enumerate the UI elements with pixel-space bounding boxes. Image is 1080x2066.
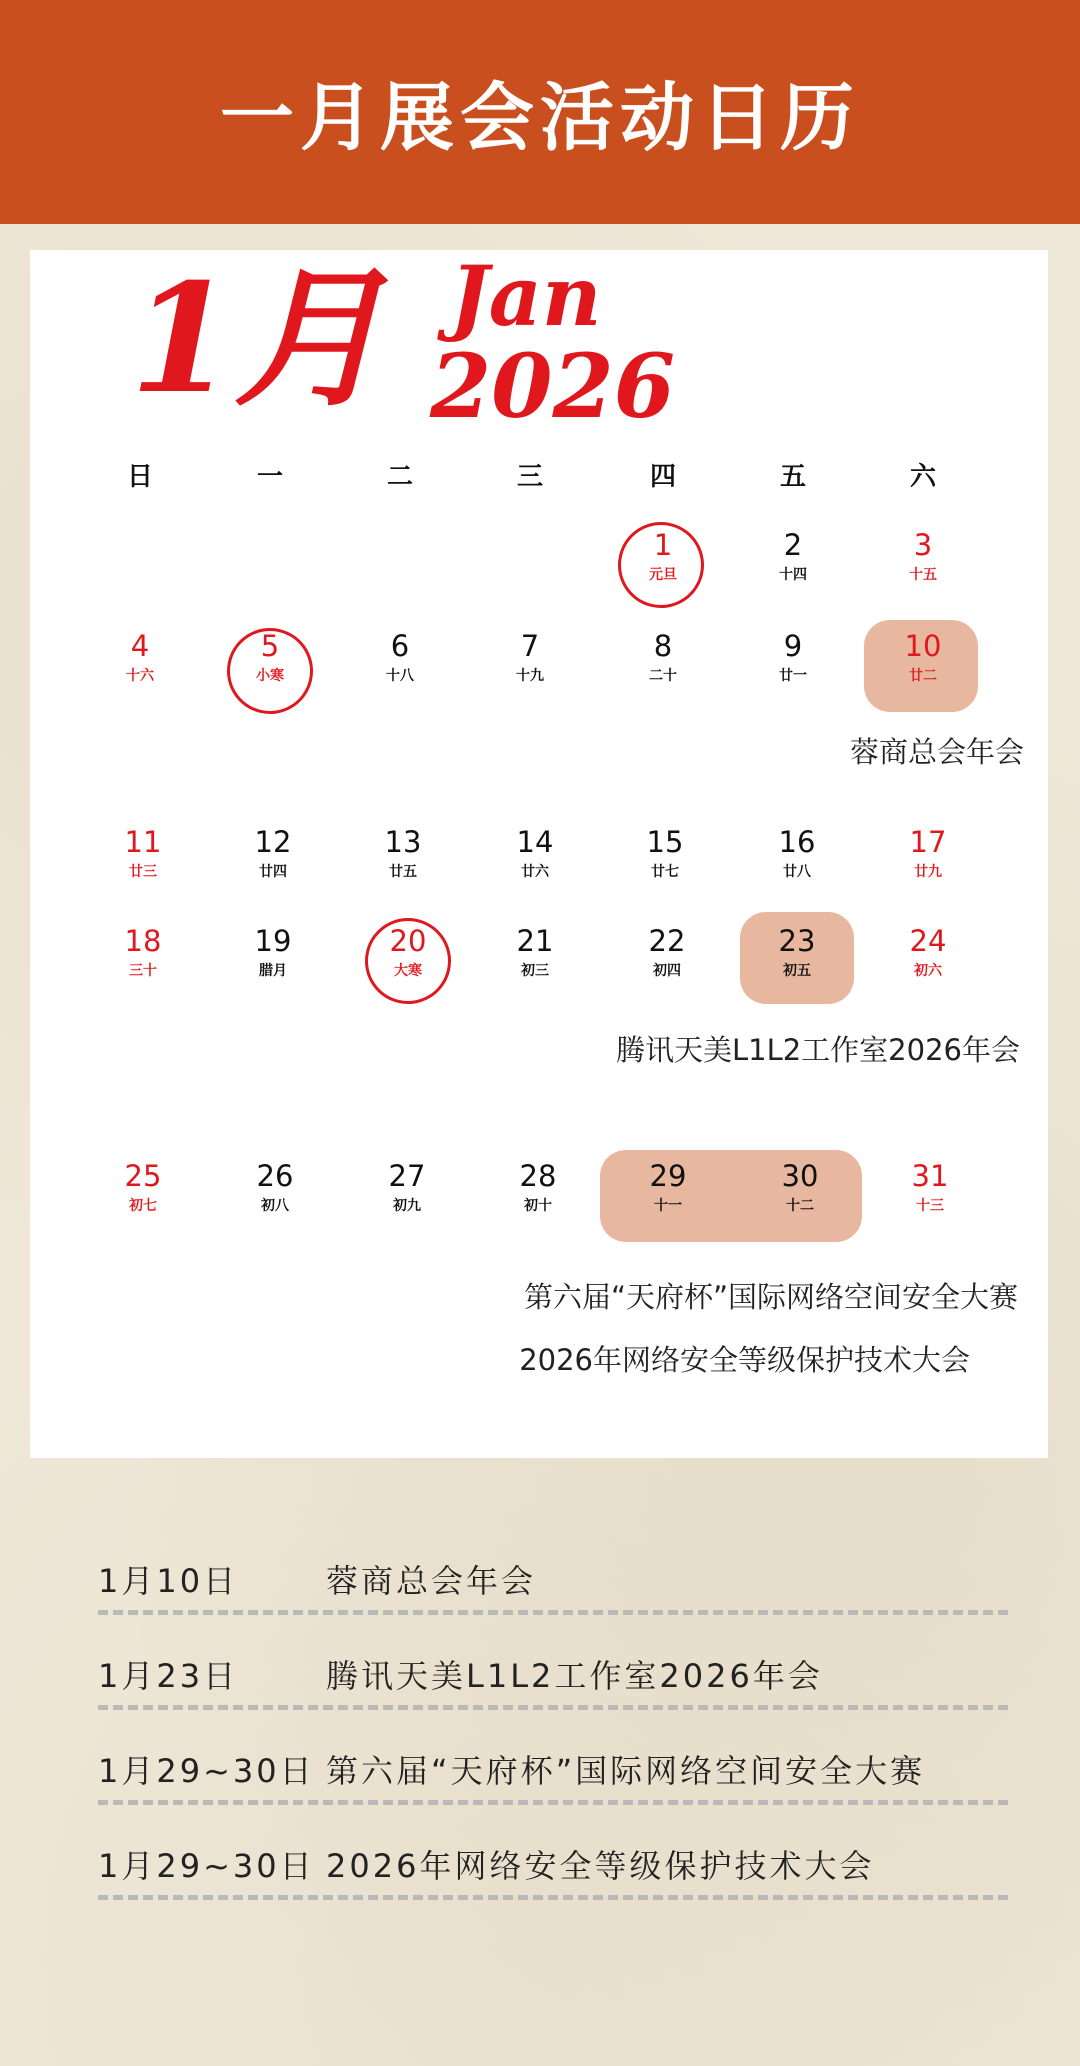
day-lunar: 十六 <box>126 668 154 684</box>
calendar-day[interactable] <box>223 923 323 983</box>
calendar-day[interactable] <box>350 628 450 688</box>
day-lunar: 元旦 <box>649 567 677 583</box>
day-number: 6 <box>390 629 410 663</box>
schedule-title: 蓉商总会年会 <box>326 1562 537 1600</box>
weekday-sat: 六 <box>909 462 936 492</box>
calendar-day[interactable] <box>743 628 843 688</box>
calendar-day[interactable] <box>223 824 323 884</box>
weekday-thu: 四 <box>649 462 676 492</box>
day-lunar: 腊月 <box>259 963 287 979</box>
day-lunar: 初十 <box>524 1198 552 1214</box>
day-number: 27 <box>388 1159 426 1193</box>
day-number: 4 <box>130 629 150 663</box>
day-number: 14 <box>516 825 554 859</box>
day-number: 21 <box>516 924 554 958</box>
day-lunar: 十九 <box>516 668 544 684</box>
day-number: 24 <box>909 924 947 958</box>
calendar-day[interactable] <box>750 1158 850 1218</box>
schedule-title: 2026年网络安全等级保护技术大会 <box>326 1847 875 1885</box>
calendar-day[interactable] <box>93 923 193 983</box>
day-number: 12 <box>254 825 292 859</box>
schedule-date: 1月29~30日 <box>98 1847 315 1885</box>
day-lunar: 廿九 <box>914 864 942 880</box>
year-label: 2026 <box>430 334 675 438</box>
calendar-day[interactable] <box>90 628 190 688</box>
weekday-mon: 一 <box>256 462 283 492</box>
day-lunar: 廿六 <box>521 864 549 880</box>
schedule-date: 1月29~30日 <box>98 1752 315 1790</box>
day-lunar: 初四 <box>653 963 681 979</box>
schedule-row <box>98 1835 1008 1900</box>
calendar-day[interactable] <box>358 923 458 983</box>
day-lunar: 十五 <box>909 567 937 583</box>
calendar-event-note: 第六届“天府杯”国际网络空间安全大赛 <box>523 1280 1018 1314</box>
day-lunar: 初九 <box>393 1198 421 1214</box>
day-lunar: 初六 <box>914 963 942 979</box>
day-lunar: 大寒 <box>394 963 422 979</box>
day-number: 28 <box>519 1159 557 1193</box>
day-number: 16 <box>778 825 816 859</box>
day-lunar: 初七 <box>129 1198 157 1214</box>
calendar-day[interactable] <box>743 527 843 587</box>
calendar-card <box>30 250 1048 1458</box>
day-lunar: 廿二 <box>909 668 937 684</box>
calendar-day[interactable] <box>480 628 580 688</box>
day-number: 31 <box>911 1159 949 1193</box>
calendar-day[interactable] <box>485 824 585 884</box>
day-lunar: 十三 <box>916 1198 944 1214</box>
header-banner <box>0 0 1080 224</box>
day-number: 17 <box>909 825 947 859</box>
page-title: 一月展会活动日历 <box>220 75 860 161</box>
day-number: 22 <box>648 924 686 958</box>
schedule-date: 1月23日 <box>98 1657 239 1695</box>
schedule-date: 1月10日 <box>98 1562 239 1600</box>
calendar-day[interactable] <box>225 1158 325 1218</box>
day-number: 20 <box>389 924 427 958</box>
calendar-event-note: 蓉商总会年会 <box>849 735 1024 769</box>
day-number: 26 <box>256 1159 294 1193</box>
weekday-fri: 五 <box>779 462 806 492</box>
day-number: 5 <box>260 629 280 663</box>
calendar-day[interactable] <box>873 628 973 688</box>
day-lunar: 十八 <box>386 668 414 684</box>
day-lunar: 小寒 <box>256 668 284 684</box>
day-lunar: 初三 <box>521 963 549 979</box>
day-number: 11 <box>124 825 162 859</box>
calendar-day[interactable] <box>220 628 320 688</box>
month-label: 1月 <box>130 251 385 427</box>
calendar-day[interactable] <box>485 923 585 983</box>
day-lunar: 三十 <box>129 963 157 979</box>
calendar-day[interactable] <box>93 824 193 884</box>
schedule-row <box>98 1740 1008 1805</box>
day-number: 25 <box>124 1159 162 1193</box>
weekday-tue: 二 <box>386 462 413 492</box>
weekday-sun: 日 <box>126 462 153 492</box>
day-lunar: 廿五 <box>389 864 417 880</box>
day-number: 15 <box>646 825 684 859</box>
day-number: 2 <box>783 528 803 562</box>
calendar-day[interactable] <box>93 1158 193 1218</box>
weekday-wed: 三 <box>516 462 543 492</box>
calendar-day[interactable] <box>615 824 715 884</box>
calendar-day[interactable] <box>618 1158 718 1218</box>
day-lunar: 十一 <box>654 1198 682 1214</box>
day-number: 1 <box>653 528 673 562</box>
schedule-row <box>98 1645 1008 1710</box>
day-lunar: 廿三 <box>129 864 157 880</box>
day-lunar: 廿一 <box>779 668 807 684</box>
day-lunar: 初五 <box>783 963 811 979</box>
day-lunar: 十四 <box>779 567 807 583</box>
calendar-event-note: 2026年网络安全等级保护技术大会 <box>519 1343 970 1377</box>
day-lunar: 廿七 <box>651 864 679 880</box>
day-number: 29 <box>649 1159 687 1193</box>
day-lunar: 廿四 <box>259 864 287 880</box>
schedule-title: 腾讯天美L1L2工作室2026年会 <box>326 1657 823 1695</box>
day-lunar: 十二 <box>786 1198 814 1214</box>
day-number: 19 <box>254 924 292 958</box>
calendar-day[interactable] <box>613 527 713 587</box>
day-number: 9 <box>783 629 803 663</box>
calendar-day[interactable] <box>613 628 713 688</box>
day-number: 18 <box>124 924 162 958</box>
day-lunar: 初八 <box>261 1198 289 1214</box>
day-number: 30 <box>781 1159 819 1193</box>
calendar-day[interactable] <box>488 1158 588 1218</box>
day-number: 8 <box>653 629 673 663</box>
day-number: 23 <box>778 924 816 958</box>
calendar-day[interactable] <box>357 1158 457 1218</box>
day-number: 10 <box>904 629 942 663</box>
calendar-day[interactable] <box>878 824 978 884</box>
day-lunar: 廿八 <box>783 864 811 880</box>
calendar-event-note: 腾讯天美L1L2工作室2026年会 <box>615 1033 1020 1067</box>
schedule-row <box>98 1550 1008 1615</box>
calendar-day[interactable] <box>747 824 847 884</box>
calendar-day[interactable] <box>873 527 973 587</box>
day-number: 3 <box>913 528 933 562</box>
calendar-day[interactable] <box>353 824 453 884</box>
day-number: 7 <box>520 629 540 663</box>
calendar-day[interactable] <box>617 923 717 983</box>
calendar-day[interactable] <box>880 1158 980 1218</box>
calendar-day[interactable] <box>747 923 847 983</box>
calendar-day[interactable] <box>878 923 978 983</box>
day-number: 13 <box>384 825 422 859</box>
schedule-title: 第六届“天府杯”国际网络空间安全大赛 <box>326 1752 926 1790</box>
month-en-label: Jan <box>450 249 602 345</box>
day-lunar: 二十 <box>649 668 677 684</box>
